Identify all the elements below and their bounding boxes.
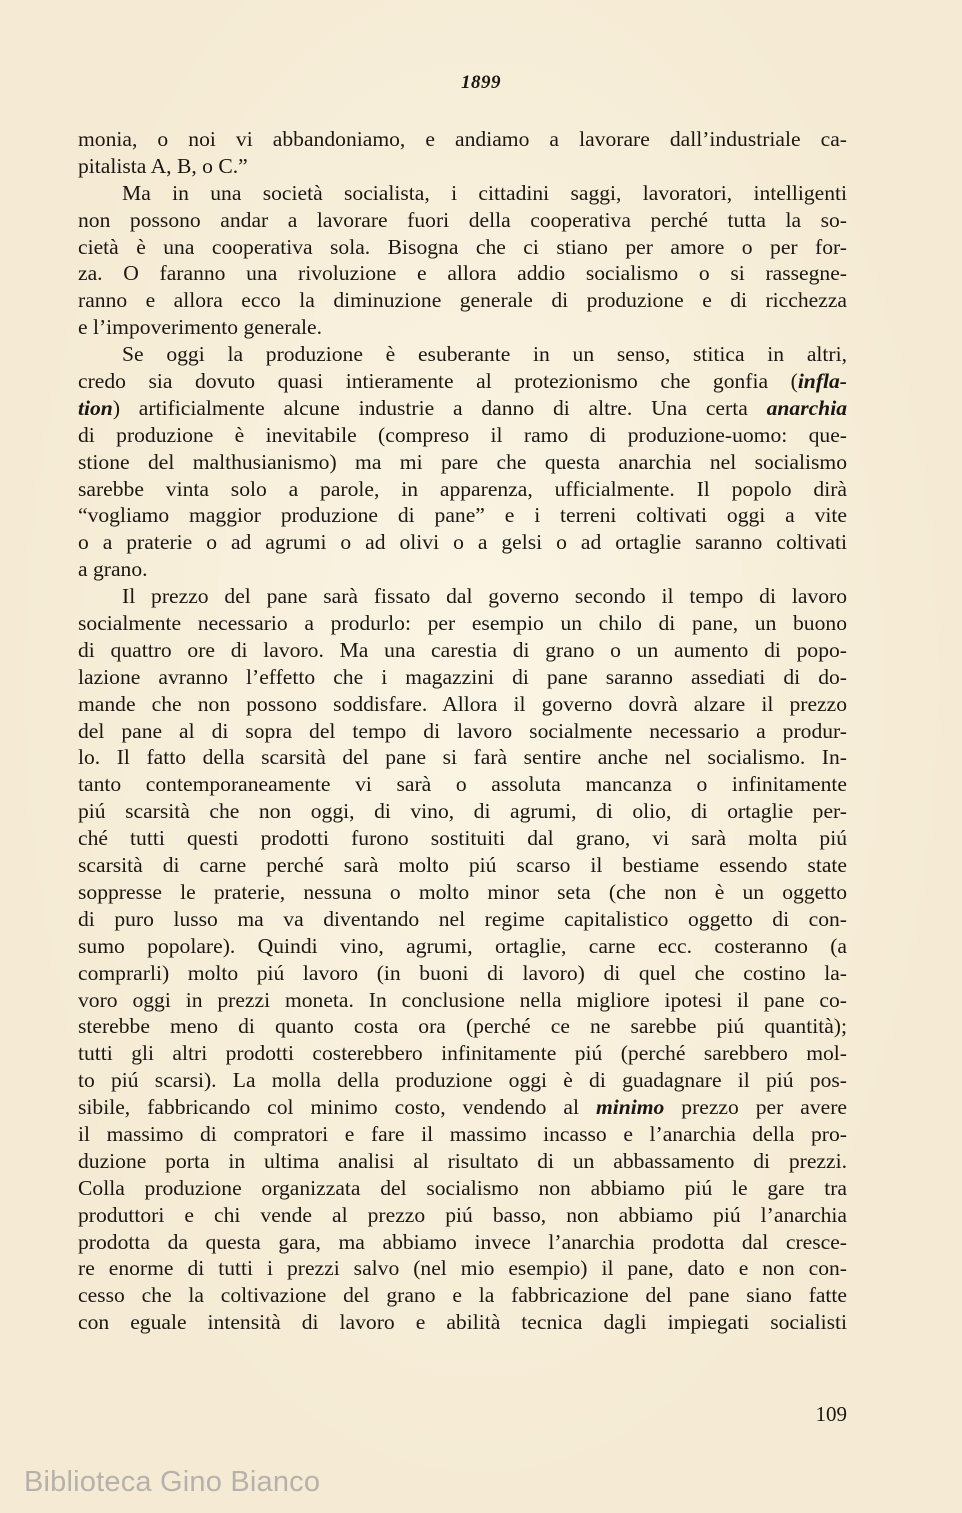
text-line [78,207,847,234]
line-text-continued: ) artificialmente alcune industrie a danno di altre. Una certa [112,395,767,420]
line-text: sarebbe vinta solo a parole, in apparenza, ufficialmente. Il popolo dirà [78,476,847,501]
text-line [78,664,847,691]
line-text: cesso che la coltivazione del grano e la fabbricazione del pane siano fatte [78,1283,847,1308]
line-text: ranno e allora ecco la diminuzione generale di produzione e di ricchezza [78,288,847,313]
text-line [78,798,847,825]
line-text: e l’impoverimento generale. [78,315,323,340]
line-text: sumo popolare). Quindi vino, agrumi, ortaglie, carne ecc. costeranno (a [78,933,847,958]
line-text: di produzione è inevitabile (compreso il ramo di produzione-uomo: que- [78,422,847,447]
line-text: mande che non possono soddisfare. Allora il governo dovrà alzare il prezzo [78,691,847,716]
text-line [78,879,847,906]
text-line [78,771,847,798]
text-line [78,422,847,449]
text-line [78,529,847,556]
text-line [78,610,847,637]
line-text: o a praterie o ad agrumi o ad olivi o a gelsi o ad ortaglie saranno coltivati [78,530,847,555]
line-text: credo sia dovuto quasi intieramente al protezionismo che gonfia ( [78,369,798,394]
text-line [78,987,847,1014]
line-text: za. O faranno una rivoluzione e allora addio socialismo o si rassegne- [78,261,847,286]
text-line [78,1148,847,1175]
text-line [78,933,847,960]
italic-emphasis: tion [78,395,113,420]
line-text: socialmente necessario a produrlo: per esempio un chilo di pane, un buono [78,611,847,636]
running-head-year: 1899 [461,72,501,93]
text-line [78,180,847,207]
text-line [78,1229,847,1256]
text-line [78,234,847,261]
line-text: tutti gli altri prodotti costerebbero infinitamente piú (perché sarebbero mol- [78,1041,847,1066]
text-line [78,718,847,745]
line-text-continued: prezzo per avere [664,1095,848,1120]
line-text: monia, o noi vi abbandoniamo, e andiamo a lavorare dall’industriale ca- [78,127,847,151]
line-text: Colla produzione organizzata del socialismo non abbiamo piú le gare tra [78,1175,847,1200]
text-line [78,476,847,503]
text-line [78,1175,847,1202]
line-text: scarsità di carne perché sarà molto piú scarso il bestiame essendo state [78,853,847,878]
line-text: lo. Il fatto della scarsità del pane si farà sentire anche nel socialismo. In- [78,745,847,770]
text-line [78,153,847,180]
text-line [78,449,847,476]
text-line [78,556,847,583]
text-line [78,583,847,610]
text-line [78,1255,847,1282]
text-line [78,1094,847,1121]
line-text: soppresse le praterie, nessuna o molto minor seta (che non è un oggetto [78,879,847,904]
line-text: voro oggi in prezzi moneta. In conclusione nella migliore ipotesi il pane co- [78,987,847,1012]
line-text: Se oggi la produzione è esuberante in un senso, stitica in altri, [122,342,847,367]
text-line [78,341,847,368]
text-line [78,1013,847,1040]
text-line [78,368,847,395]
italic-emphasis: anarchia [766,395,847,420]
line-text: il massimo di compratori e fare il massimo incasso e l’anarchia della pro- [78,1121,847,1146]
line-text: di puro lusso ma va diventando nel regime capitalistico oggetto di con- [78,906,847,931]
text-line [78,637,847,664]
line-text: comprarli) molto piú lavoro (in buoni di lavoro) di quel che costino la- [78,960,847,985]
line-text: pitalista A, B, o C.” [78,153,248,178]
line-text: con eguale intensità di lavoro e abilità tecnica dagli impiegati socialisti [78,1310,847,1335]
text-line [78,960,847,987]
line-text: piú scarsità che non oggi, di vino, di agrumi, di olio, di ortaglie per- [78,799,847,824]
line-text: lazione avranno l’effetto che i magazzini di pane saranno assediati di do- [78,664,847,689]
line-text: prodotta da questa gara, ma abbiamo invece l’anarchia prodotta dal cresce- [78,1229,847,1254]
line-text: tanto contemporaneamente vi sarà o assoluta mancanza o infinitamente [78,772,847,797]
line-text: re enorme di tutti i prezzi salvo (nel mio esempio) il pane, dato e non con- [78,1256,847,1281]
text-line [78,314,847,341]
line-text: del pane al di sopra del tempo di lavoro socialmente necessario a produr- [78,718,847,743]
line-text: sterebbe meno di quanto costa ora (perché ce ne sarebbe piú quantità); [78,1014,847,1039]
text-line [78,1282,847,1309]
line-text: “vogliamo maggior produzione di pane” e i terreni coltivati oggi a vite [78,503,847,528]
text-line [78,1121,847,1148]
line-text: cietà è una cooperativa sola. Bisogna che ci stiano per amore o per for- [78,234,847,259]
text-line [78,744,847,771]
text-line [78,1040,847,1067]
text-line [78,260,847,287]
line-text: non possono andar a lavorare fuori della cooperativa perché tutta la so- [78,207,847,232]
line-text: duzione porta in ultima analisi al risultato di un abbassamento di prezzi. [78,1148,847,1173]
text-line [78,852,847,879]
italic-emphasis: minimo [595,1095,665,1120]
text-line [78,1202,847,1229]
text-line [78,1067,847,1094]
text-line [78,906,847,933]
line-text: stione del malthusianismo) ma mi pare che questa anarchia nel socialismo [78,449,847,474]
library-watermark: Biblioteca Gino Bianco [24,1466,321,1498]
line-text: Ma in una società socialista, i cittadini saggi, lavoratori, intelligenti [122,180,847,205]
line-text: a grano. [78,557,148,582]
italic-emphasis: infla- [797,369,847,394]
text-line [78,691,847,718]
line-text: Il prezzo del pane sarà fissato dal governo secondo il tempo di lavoro [122,584,847,609]
text-line [78,825,847,852]
line-text: di quattro ore di lavoro. Ma una carestia di grano o un aumento di popo- [78,637,847,662]
text-line [78,395,847,422]
line-text: to piú scarsi). La molla della produzione oggi è di guadagnare il piú pos- [78,1068,847,1093]
text-line [78,287,847,314]
line-text: ché tutti questi prodotti furono sostituiti dal grano, vi sarà molta piú [78,826,847,851]
text-line [78,126,847,153]
text-line [78,1309,847,1336]
line-text: sibile, fabbricando col minimo costo, vendendo al [78,1095,596,1120]
line-text: produttori e chi vende al prezzo piú basso, non abbiamo piú l’anarchia [78,1202,847,1227]
page-number: 109 [815,1402,847,1426]
text-line [78,502,847,529]
body-text [78,126,847,1336]
